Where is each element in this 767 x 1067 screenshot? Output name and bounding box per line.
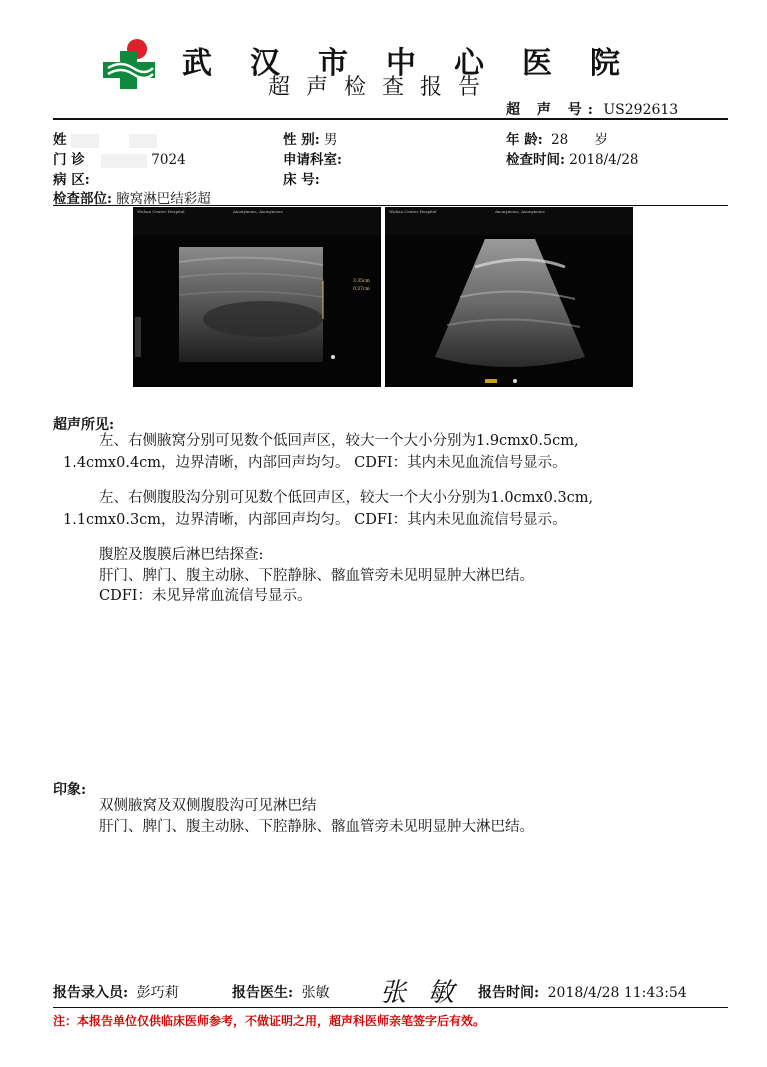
us-number (506, 99, 678, 119)
impression-heading: 印象: (53, 782, 87, 798)
footer-rule (53, 1007, 728, 1008)
sex-value: 男 (323, 132, 338, 148)
report-title: 超声检查报告 (268, 75, 497, 100)
findings-p3-line2: 肝门、脾门、腹主动脉、下腔静脉、髂血管旁未见明显肿大淋巴结。 (99, 568, 534, 584)
ultrasound-image-left (133, 207, 381, 387)
exam-time-label: 检查时间: (506, 152, 565, 168)
report-time-value: 2018/4/28 11:43:54 (547, 985, 687, 1001)
report-time-label: 报告时间: (478, 985, 540, 1001)
findings-p1-line2: 1.4cmx0.4cm，边界清晰，内部回声均匀。 CDFI：其内未见血流信号显示。 (63, 455, 567, 471)
clinic-number: 7024 (151, 152, 186, 168)
age-field (506, 128, 608, 148)
doctor-field (232, 982, 330, 1002)
dept-label: 申请科室: (283, 152, 342, 168)
exam-part-value: 腋窝淋巴结彩超 (116, 191, 211, 207)
doctor-value: 张敏 (301, 985, 330, 1001)
exam-part-field (53, 187, 211, 207)
findings-heading: 超声所见: (53, 417, 115, 433)
findings-p3-line3: CDFI：未见异常血流信号显示。 (99, 588, 312, 604)
recorder-label: 报告录入员: (53, 985, 129, 1001)
doctor-label: 报告医生: (232, 985, 294, 1001)
age-value: 28 (550, 132, 569, 148)
sex-label: 性 别: (283, 132, 320, 148)
us-number-value: US292613 (603, 102, 679, 118)
name-label: 姓 (53, 132, 67, 148)
ultrasound-image-right (385, 207, 633, 387)
section-rule (53, 205, 728, 206)
hospital-tag: Wuhan Center Hospital (389, 209, 437, 214)
report-time-field (478, 982, 687, 1002)
us-number-label: 超 声 号: (506, 102, 599, 118)
recorder-field (53, 982, 179, 1002)
hospital-name: 武汉市中心医院 (182, 46, 658, 81)
redaction-block (101, 154, 147, 168)
left-measure-1: 3.35cm (353, 279, 370, 284)
hospital-tag: Wuhan Center Hospital (137, 209, 185, 214)
impression-line2: 肝门、脾门、腹主动脉、下腔静脉、髂血管旁未见明显肿大淋巴结。 (99, 819, 534, 835)
findings-p1-line1: 左、右侧腋窝分别可见数个低回声区，较大一个大小分别为1.9cmx0.5cm, (99, 433, 579, 449)
name-field (53, 128, 157, 148)
disclaimer-note: 注：本报告单位仅供临床医师参考，不做证明之用，超声科医师亲笔签字后有效。 (53, 1014, 486, 1028)
doctor-signature: 张敏 (380, 978, 477, 1008)
findings-p2-line2: 1.1cmx0.3cm，边界清晰，内部回声均匀。 CDFI：其内未见血流信号显示。 (63, 512, 567, 528)
redaction-block (71, 134, 99, 148)
patient-tag: Anonymous, Anonymous (495, 209, 545, 214)
age-unit: 岁 (594, 132, 608, 148)
ward-field (53, 168, 90, 188)
left-measure-2: 0.37cm (353, 287, 370, 292)
dept-field (283, 148, 342, 168)
header-rule (53, 118, 728, 120)
patient-tag: Anonymous, Anonymous (233, 209, 283, 214)
exam-time-value: 2018/4/28 (569, 152, 639, 168)
recorder-value: 彭巧莉 (136, 985, 179, 1001)
findings-p2-line1: 左、右侧腹股沟分别可见数个低回声区，较大一个大小分别为1.0cmx0.3cm, (99, 490, 594, 506)
bed-field (283, 168, 320, 188)
redaction-block (129, 134, 157, 148)
hospital-logo (103, 38, 155, 90)
ward-label: 病 区: (53, 172, 90, 188)
age-label: 年 龄: (506, 132, 543, 148)
exam-time-field (506, 148, 639, 168)
clinic-field (53, 148, 186, 168)
clinic-label: 门 诊 (53, 152, 85, 168)
impression-line1: 双侧腋窝及双侧腹股沟可见淋巴结 (99, 798, 317, 814)
exam-part-label: 检查部位: (53, 191, 112, 207)
sex-field (283, 128, 337, 148)
bed-label: 床 号: (283, 172, 320, 188)
findings-p3-line1: 腹腔及腹膜后淋巴结探查: (99, 547, 264, 563)
